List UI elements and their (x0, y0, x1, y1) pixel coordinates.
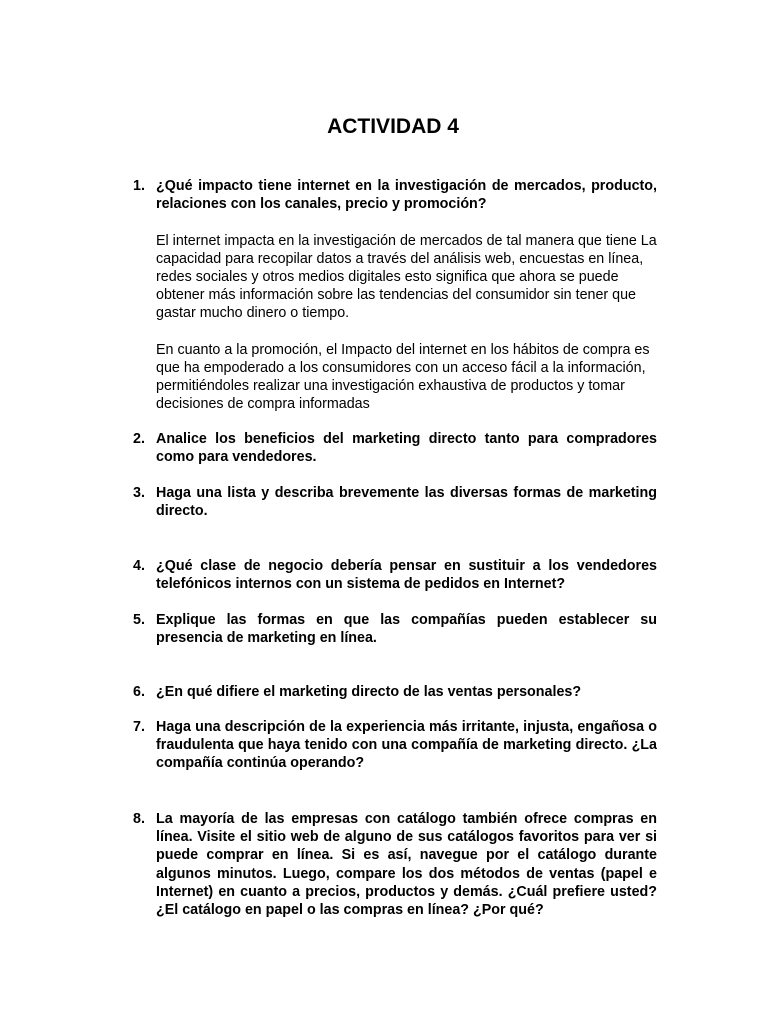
question-item-3 (133, 484, 657, 520)
question-item-6 (133, 683, 657, 701)
question-text: La mayoría de las empresas con catálogo también ofrece compras en línea. Visite el sitio web de alguno de sus catálogos favoritos para ver si puede comprar en línea. Si es así, navegue por el catálogo durante algunos minutos. Luego, compare los dos métodos de ventas (papel e Internet) en cuanto a precios, productos y demás. ¿Cuál prefiere usted? ¿El catálogo en papel o las compras en línea? ¿Por qué? (156, 811, 657, 919)
question-number: 7. (133, 719, 145, 735)
question-item-7 (133, 718, 657, 773)
question-number: 6. (133, 684, 145, 700)
answer-paragraph-2: En cuanto a la promoción, el Impacto del internet en los hábitos de compra es que ha empoderado a los consumidores con un acceso fácil a la información, permitiéndoles realizar una investigación exhaustiva de productos y tomar decisiones de compra informadas (156, 341, 650, 413)
question-number: 4. (133, 558, 145, 574)
question-number: 2. (133, 431, 145, 447)
question-number: 8. (133, 811, 145, 827)
question-item-5 (133, 611, 657, 647)
question-text: Haga una lista y describa brevemente las diversas formas de marketing directo. (156, 485, 657, 520)
question-item-4 (133, 557, 657, 593)
question-text: Explique las formas en que las compañías pueden establecer su presencia de marketing en línea. (156, 612, 657, 647)
question-number: 5. (133, 612, 145, 628)
document-title: ACTIVIDAD 4 (327, 115, 459, 138)
question-number: 1. (133, 178, 145, 194)
answer-paragraph-1: El internet impacta en la investigación de mercados de tal manera que tiene La capacidad para recopilar datos a través del análisis web, encuestas en línea, redes sociales y otros medios digitales esto significa que ahora se puede obtener más información sobre las tendencias del consumidor sin tener que gastar mucho dinero o tiempo. (156, 232, 657, 322)
question-text: ¿En qué difiere el marketing directo de las ventas personales? (156, 684, 582, 700)
question-text: Haga una descripción de la experiencia más irritante, injusta, engañosa o fraudulenta que haya tenido con una compañía de marketing directo. ¿La compañía continúa operando? (156, 719, 657, 772)
question-text: Analice los beneficios del marketing directo tanto para compradores como para vendedores. (156, 431, 657, 466)
question-item-8 (133, 810, 657, 919)
question-item-2 (133, 430, 657, 466)
question-number: 3. (133, 485, 145, 501)
question-text: ¿Qué impacto tiene internet en la investigación de mercados, producto, relaciones con los canales, precio y promoción? (156, 178, 657, 213)
question-text: ¿Qué clase de negocio debería pensar en sustituir a los vendedores telefónicos internos con un sistema de pedidos en Internet? (156, 558, 657, 593)
question-item-1 (133, 177, 657, 414)
